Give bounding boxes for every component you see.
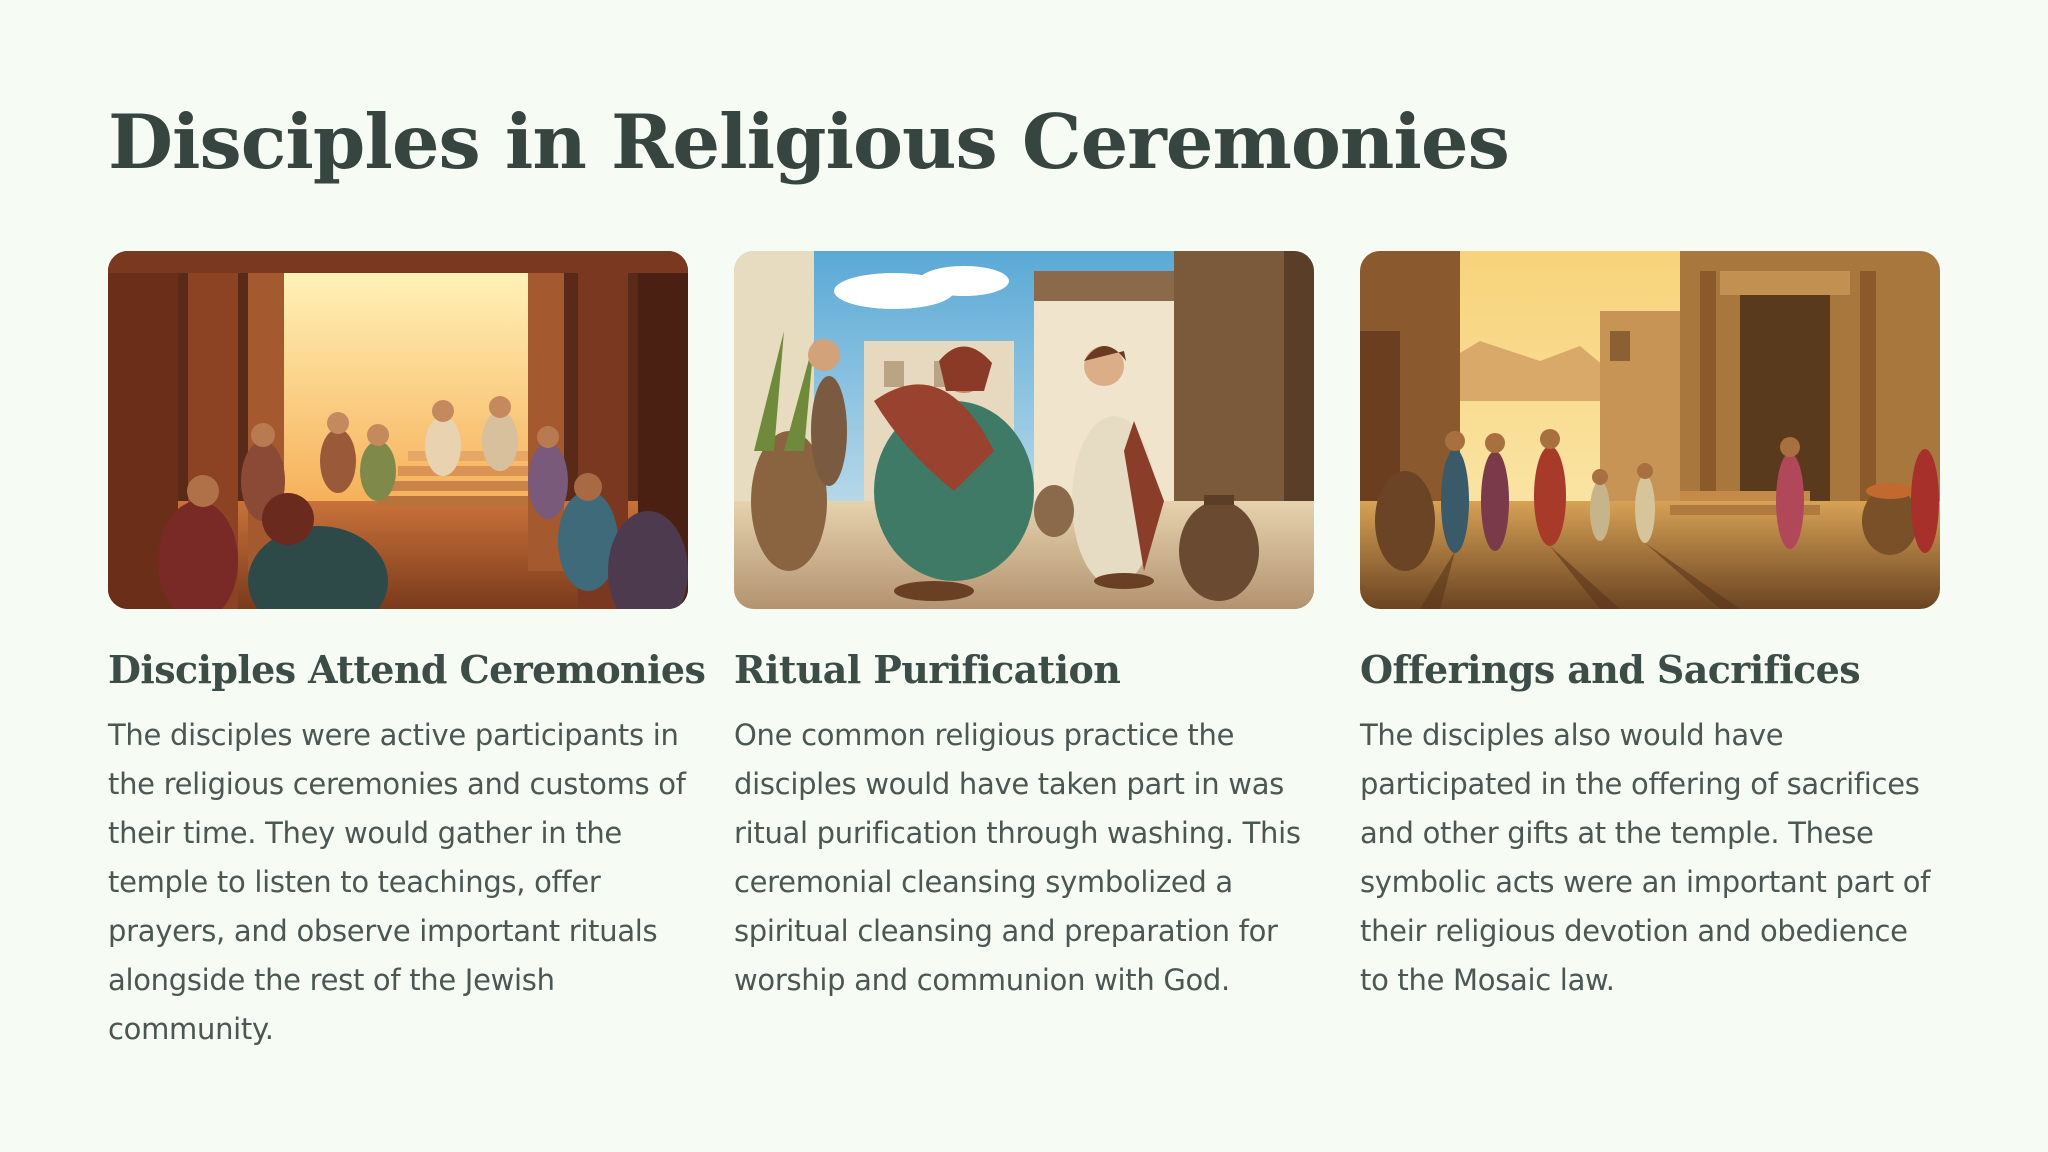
card-disciples-attend <box>108 251 706 1046</box>
card-body: The disciples also would have participated in the offering of sacrifices and other gifts at the temple. These symbolic acts were an important part of their religious devotion and obedience to the Mosaic law. <box>1360 718 1931 997</box>
card-title: Disciples Attend Ceremonies <box>108 647 706 692</box>
page-title: Disciples in Religious Ceremonies <box>108 98 1509 186</box>
card-body: The disciples were active participants in the religious ceremonies and customs of their time. They would gather in the temple to listen to teachings, offer prayers, and observe important rituals alongside the rest of the Jewish community. <box>108 718 686 1046</box>
purification-washing-illustration <box>734 251 1314 609</box>
temple-gathering-illustration <box>108 251 688 609</box>
card-offerings-sacrifices <box>1360 251 1940 997</box>
card-title: Offerings and Sacrifices <box>1360 647 1861 692</box>
card-body: One common religious practice the disciples would have taken part in was ritual purification through washing. This ceremonial cleansing symbolized a spiritual cleansing and preparation for worship and communion with God. <box>734 718 1301 997</box>
temple-street-offerings-illustration <box>1360 251 1940 609</box>
card-title: Ritual Purification <box>734 647 1121 692</box>
card-ritual-purification <box>734 251 1314 997</box>
